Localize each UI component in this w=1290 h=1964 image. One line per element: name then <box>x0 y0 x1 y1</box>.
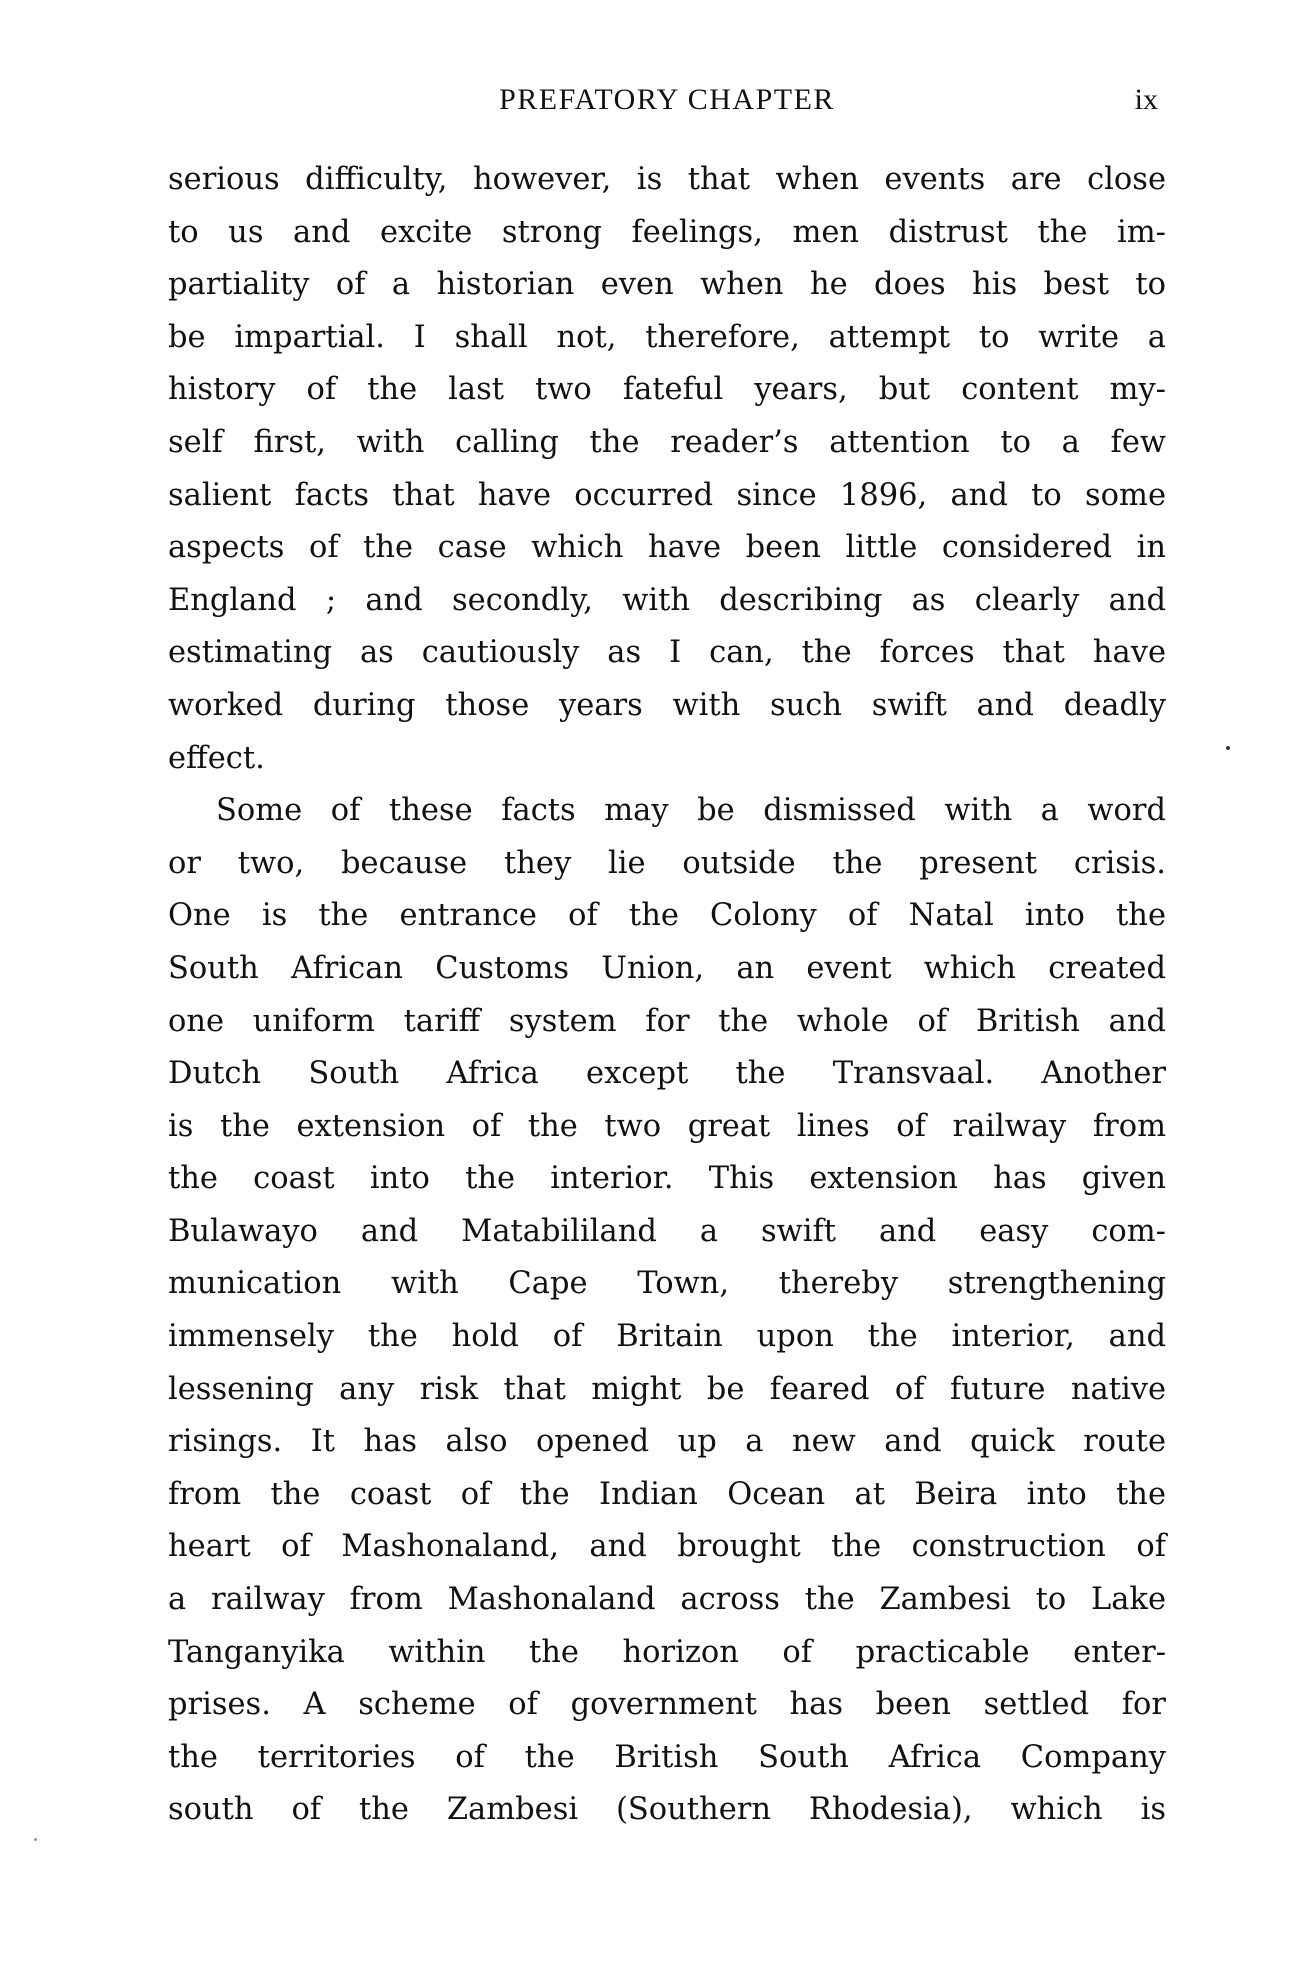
text-line: munication with Cape Town, thereby strengthening <box>168 1266 1166 1302</box>
text-line: serious difficulty, however, is that when events are close <box>168 162 1166 197</box>
text-line: salient facts that have occurred since 1896, and to some <box>168 477 1166 513</box>
text-line: Tanganyika within the horizon of practicable enter- <box>168 1634 1166 1670</box>
chapter-title: PREFATORY CHAPTER <box>499 83 835 116</box>
text-line: history of the last two fateful years, but content my- <box>168 372 1166 408</box>
text-line: a railway from Mashonaland across the Zambesi to Lake <box>168 1582 1166 1618</box>
text-line: or two, because they lie outside the present crisis. <box>168 845 1166 881</box>
text-line: is the extension of the two great lines of railway from <box>168 1108 1166 1144</box>
paragraph-start-line: Some of these facts may be dismissed with a word <box>216 793 1166 829</box>
text-line: risings. It has also opened up a new and quick route <box>168 1424 1166 1460</box>
text-line: worked during those years with such swift and deadly <box>168 687 1166 723</box>
text-line: Dutch South Africa except the Transvaal. Another <box>168 1056 1166 1092</box>
text-line: immensely the hold of Britain upon the interior, and <box>168 1319 1166 1355</box>
text-line: aspects of the case which have been little considered in <box>168 530 1166 566</box>
text-line: South African Customs Union, an event which created <box>168 950 1166 986</box>
text-line: be impartial. I shall not, therefore, attempt to write a <box>168 319 1166 355</box>
text-line: to us and excite strong feelings, men distrust the im- <box>168 214 1166 250</box>
text-line: prises. A scheme of government has been settled for <box>168 1687 1166 1723</box>
text-line: heart of Mashonaland, and brought the construction of <box>168 1529 1166 1565</box>
text-line: Bulawayo and Matabililand a swift and easy com- <box>168 1213 1166 1249</box>
text-line: One is the entrance of the Colony of Natal into the <box>168 898 1166 934</box>
scan-speck <box>34 1838 37 1841</box>
text-line: south of the Zambesi (Southern Rhodesia), which is <box>168 1792 1166 1828</box>
text-line: from the coast of the Indian Ocean at Beira into the <box>168 1476 1166 1512</box>
text-line: England ; and secondly, with describing as clearly and <box>168 582 1166 618</box>
text-line: one uniform tariff system for the whole of British and <box>168 1003 1166 1039</box>
text-line: self first, with calling the reader’s attention to a few <box>168 424 1166 460</box>
text-line: partiality of a historian even when he does his best to <box>168 267 1166 303</box>
text-line: the coast into the interior. This extension has given <box>168 1161 1166 1197</box>
page-number: ix <box>1134 83 1158 116</box>
text-line: estimating as cautiously as I can, the forces that have <box>168 635 1166 671</box>
text-line: the territories of the British South Africa Company <box>168 1739 1166 1775</box>
text-line: effect. <box>168 740 265 776</box>
body-text <box>168 154 1166 1837</box>
running-header <box>168 76 1166 124</box>
text-line: lessening any risk that might be feared of future native <box>168 1371 1166 1407</box>
scan-speck <box>1226 746 1230 750</box>
